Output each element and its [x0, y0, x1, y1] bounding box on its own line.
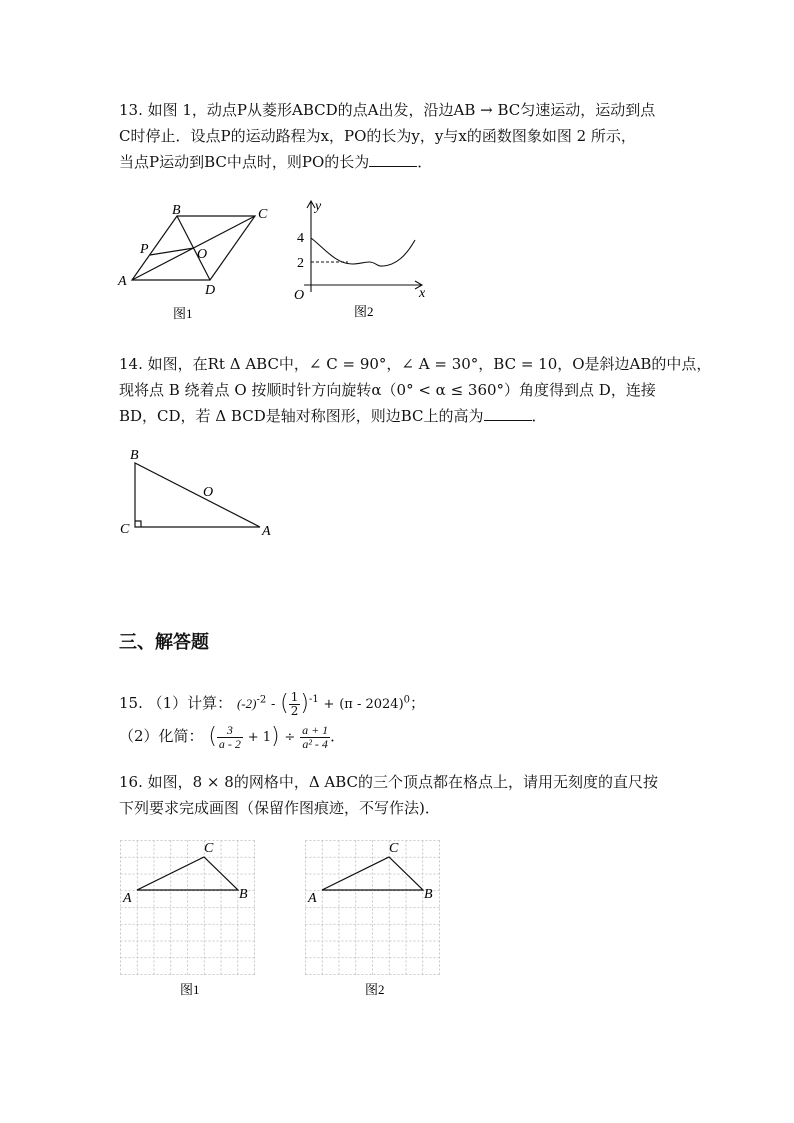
origin-label: O [294, 288, 305, 303]
q15-part-1: 15. （1）计算： $(-2)^{-2}$ - ( $\frac{1}{2}$ )$^{-1}$ + (π - 2024)$^0$； [119, 689, 426, 718]
q14-line-3-text: BD，CD，若 Δ BCD是轴对称图形，则边BC上的高为 [119, 407, 484, 425]
q15-term1-base: (-2) [236, 696, 257, 711]
q13-line-1: 13. 如图 1，动点P从菱形ABCD的点A出发，沿边AB → BC匀速运动，运动到点 [119, 101, 656, 119]
q13-answer-blank[interactable] [369, 152, 417, 167]
q13-figure-2 [290, 196, 440, 328]
q15-term-1 [236, 694, 267, 712]
q15-half-num: 1 [290, 689, 299, 704]
q14-answer-blank[interactable] [484, 406, 532, 421]
label-b: B [424, 887, 433, 902]
label-d: D [205, 283, 216, 298]
right-angle-mark [135, 521, 141, 527]
tick-2-label: 2 [297, 256, 304, 271]
label-c: C [120, 522, 130, 537]
q13-fig1-caption: 图1 [173, 306, 193, 321]
grid-lines [121, 841, 255, 975]
label-a: A [118, 274, 127, 289]
q14-line-3-end: ． [531, 407, 547, 425]
label-a: A [308, 891, 317, 906]
q13-line-3-end: ． [417, 153, 433, 171]
q15-half-den: 2 [290, 703, 299, 718]
q15-half [289, 691, 301, 718]
q16-grid-1 [120, 840, 256, 1000]
q15-part1-label: 15. （1）计算： [119, 694, 233, 712]
q15-fraca-num: a + 1 [302, 722, 329, 737]
q13-line-3 [119, 152, 432, 172]
q14-line-2: 现将点 B 绕着点 O 按顺时针方向旋转α（0° < α ≤ 360°）角度得到点 D，连接 [119, 381, 656, 399]
q13-figure-1 [115, 198, 285, 328]
q15-frac3-num: 3 [217, 724, 243, 738]
q15-plus: + [323, 697, 335, 712]
q16-line-2: 下列要求完成画图（保留作图痕迹，不写作法)． [119, 799, 440, 817]
label-o: O [203, 485, 214, 500]
label-p: P [140, 242, 149, 257]
label-a: A [123, 891, 132, 906]
q15-term-3 [339, 694, 411, 712]
triangle-abc [135, 463, 260, 527]
q15-part-2: （2）化简： ( $\frac{3}{a - 2}$ + 1) ÷ $\frac{a + 1}{\text{a² - 4}}$ ． [119, 722, 346, 751]
y-axis-label: y [315, 199, 322, 214]
label-b: B [239, 887, 248, 902]
q15-part2-label: （2）化简： [119, 727, 204, 745]
grid-lines [306, 841, 440, 975]
q16-grid-2 [305, 840, 441, 1000]
q15-frac-3 [217, 724, 243, 751]
q15-term3-exp: 0 [403, 694, 411, 706]
q15-part2-end: ． [330, 727, 346, 745]
q15-plus-one: + 1 [247, 730, 271, 745]
section-title: 三、解答题 [119, 632, 209, 653]
q15-fraca-den: a² - 4 [302, 736, 328, 751]
label-b: B [172, 203, 181, 218]
q15-minus: - [270, 697, 276, 712]
q15-term2-exp: -1 [309, 694, 319, 705]
label-o: O [197, 247, 208, 262]
label-a: A [262, 524, 271, 539]
label-c: C [389, 841, 399, 856]
x-axis-label: x [419, 286, 426, 301]
q13-line-2: C时停止．设点P的运动路程为x，PO的长为y，y与x的函数图象如图 2 所示， [119, 127, 636, 145]
q14-line-1: 14. 如图，在Rt Δ ABC中，∠ C = 90°，∠ A = 30°，BC = 10，O是斜边AB的中点， [119, 355, 712, 373]
tick-4-label: 4 [297, 231, 304, 246]
label-b: B [130, 448, 139, 463]
q15-divide: ÷ [284, 730, 296, 745]
q16-fig1-caption: 图1 [180, 982, 200, 997]
q15-frac3-den: a - 2 [218, 736, 241, 751]
q15-frac-a [300, 724, 330, 751]
q15-term3-base: (π - 2024) [339, 697, 404, 712]
q15-term1-exp: -2 [256, 694, 267, 706]
q14-figure [115, 445, 285, 545]
q13-fig2-caption: 图2 [354, 304, 374, 319]
q15-part1-end: ； [410, 694, 426, 712]
q14-line-3 [119, 406, 547, 426]
q13-line-3-text: 当点P运动到BC中点时，则PO的长为 [119, 153, 370, 171]
label-c: C [204, 841, 214, 856]
q16-fig2-caption: 图2 [365, 982, 385, 997]
q16-line-1: 16. 如图，8 × 8的网格中，Δ ABC的三个顶点都在格点上，请用无刻度的直尺按 [119, 773, 659, 791]
label-c: C [258, 207, 268, 222]
